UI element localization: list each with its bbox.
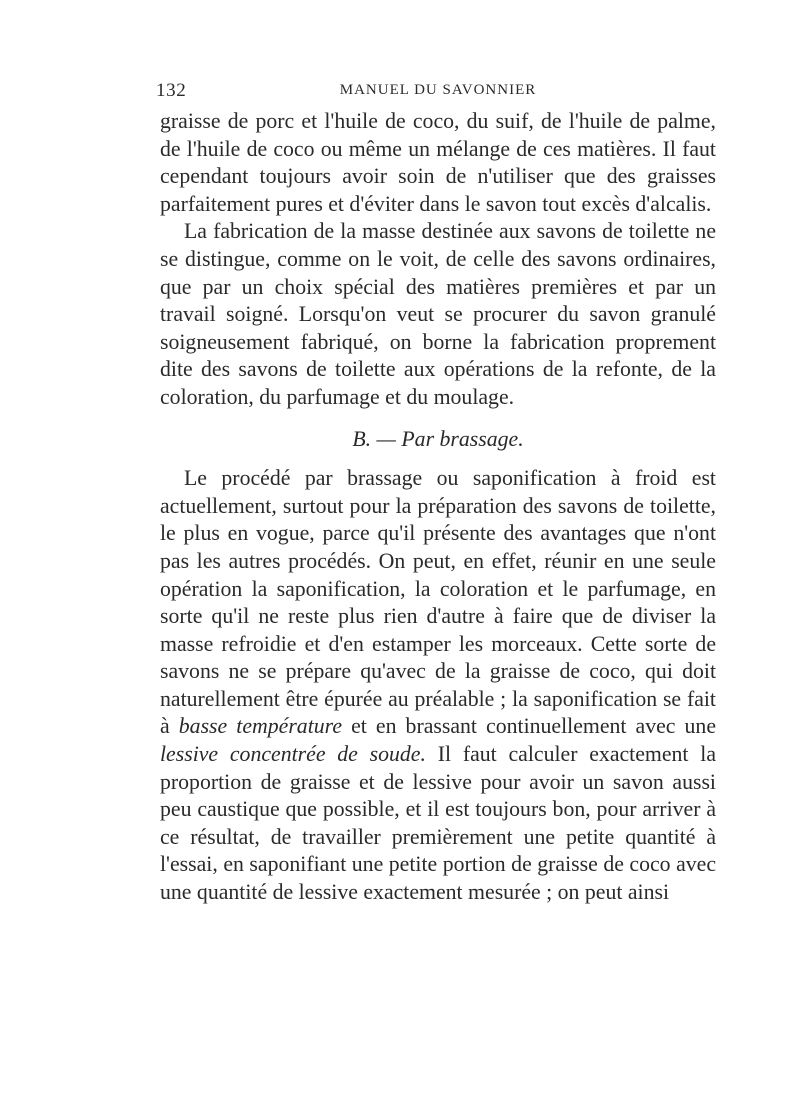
paragraph-continued: graisse de porc et l'huile de coco, du suif, de l'huile de palme, de l'huile de coco ou même un mélange de ces matières. Il faut cependant toujours avoir soin de n'utiliser que des graisses parfaitement pures et d'éviter dans le savon tout excès d'alcalis.: [160, 109, 716, 216]
paragraph-brassage-part-3: Il faut calculer exactement la proportion de graisse et de lessive pour avoir un savon aussi peu caustique que possible, et il est toujours bon, pour arriver à ce résultat, de travailler premièrement une petite quantité à l'essai, en saponifiant une petite portion de graisse de coco avec une quantité de lessive exactement mesurée ; on peut ainsi: [160, 742, 717, 905]
paragraph-brassage-part-2: et en brassant continuellement avec une: [351, 714, 717, 739]
paragraph-fabrication: La fabrication de la masse destinée aux savons de toilette ne se distingue, comme on le voit, de celle des savons ordinaires, que par un choix spécial des matières premières et par un travail soigné. Lorsqu'on veut se procurer du savon granulé soigneusement fabriqué, on borne la fabrication proprement dite des savons de toilette aux opérations de la refonte, de la coloration, du parfumage et du moulage.: [160, 219, 716, 409]
paragraph-brassage-part-1: Le procédé par brassage ou saponification à froid est actuellement, surtout pour la préparation des savons de toilette, le plus en vogue, parce qu'il présente des avantages que n'ont pas les autres procédés. On peut, en effet, réunir en une seule opération la saponification, la coloration et le parfumage, en sorte qu'il ne reste plus rien d'autre à faire que de diviser la masse refroidie et d'en estamper les morceaux. Cette sorte de savons ne se prépare qu'avec de la graisse de coco, qui doit naturellement être épurée au préalable ; la saponification se fait à: [160, 466, 716, 739]
section-heading: B. — Par brassage.: [352, 426, 524, 451]
page-number: 132: [156, 80, 187, 101]
running-title: MANUEL DU SAVONNIER: [339, 82, 537, 98]
book-page: [156, 80, 717, 907]
emphasis-basse-temperature: basse température: [178, 714, 343, 739]
paragraph-brassage: [160, 465, 716, 907]
running-head: [156, 80, 716, 108]
body-text: [160, 108, 716, 907]
emphasis-lessive-concentree: lessive concentrée de soude.: [160, 742, 426, 767]
